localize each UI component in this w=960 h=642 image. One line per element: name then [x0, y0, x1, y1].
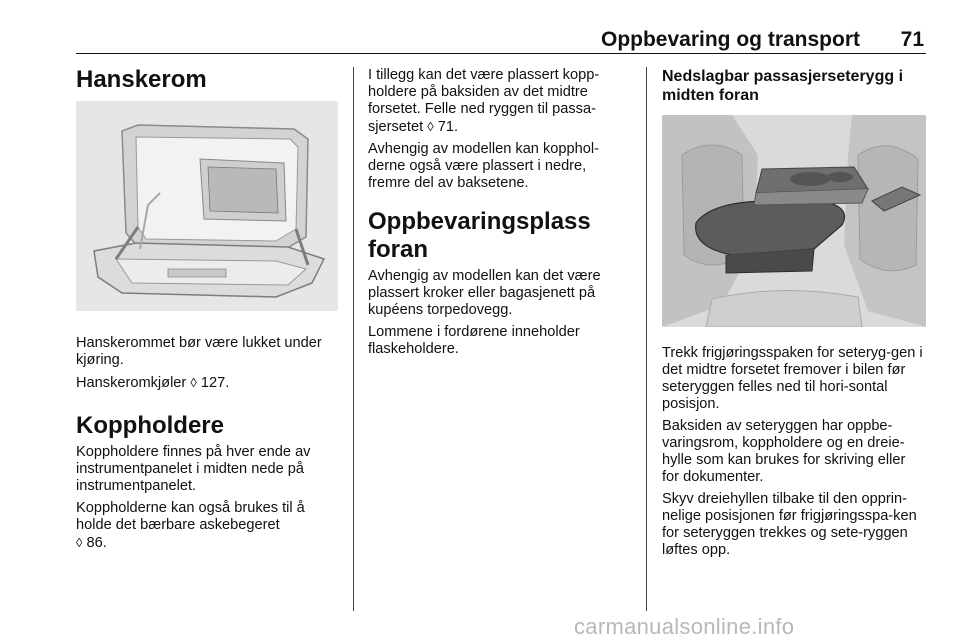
column-divider — [353, 67, 354, 611]
reference-arrow-icon: ◊ — [190, 375, 197, 390]
column-3 — [662, 67, 926, 564]
glovebox-illustration — [76, 101, 338, 311]
paragraph: Koppholderne kan også brukes til å holde det bærbare askebegeret ◊ 86. — [76, 500, 305, 551]
page-reference[interactable]: 71. — [437, 119, 459, 135]
section-heading-front-storage: Oppbevaringsplass foran — [368, 208, 591, 263]
header-title: Oppbevaring og transport — [600, 28, 860, 51]
section-heading-glovebox: Hanskerom — [76, 66, 207, 93]
paragraph: Baksiden av seteryggen har oppbe-varingsrom, koppholdere og en dreie-hylle som kan brukes for skriving eller for dokumenter. — [662, 418, 906, 485]
paragraph: I tillegg kan det være plassert kopp-holdere på baksiden av det midtre forsetet. Felle ned ryggen til passa-sjersetet ◊ 71. — [368, 67, 600, 135]
reference-arrow-icon: ◊ — [427, 119, 434, 134]
column-2 — [368, 67, 630, 363]
paragraph: Skyv dreiehyllen tilbake til den opprin-nelige posisjonen før frigjøringsspa-ken for seteryggen trekkes og sete-ryggen løftes opp. — [662, 491, 917, 558]
paragraph: Koppholdere finnes på hver ende av instrumentpanelet i midten nede på instrumentpanelet. — [76, 444, 311, 494]
paragraph: Avhengig av modellen kan kopphol-derne også være plassert i nedre, fremre del av baksetene. — [368, 141, 599, 191]
section-heading-cupholders: Koppholdere — [76, 412, 224, 439]
seatback-table-illustration — [662, 115, 926, 327]
page-number: 71 — [900, 28, 924, 51]
column-divider — [646, 67, 647, 611]
header-rule — [76, 53, 926, 54]
column-1 — [76, 66, 338, 557]
watermark: carmanualsonline.info — [574, 614, 795, 639]
paragraph: Avhengig av modellen kan det være plassert kroker eller bagasjenett på kupéens torpedovegg. — [368, 268, 601, 318]
page-reference[interactable]: 86. — [86, 535, 107, 551]
page-reference[interactable]: 127. — [200, 375, 230, 391]
paragraph: Hanskeromkjøler ◊ 127. — [76, 375, 230, 391]
paragraph: Trekk frigjøringsspaken for seteryg-gen i det midtre forsetet fremover i bilen før seteryggen felles ned til hori-sontal posisjon. — [662, 345, 923, 412]
section-heading-seatback: Nedslagbar passasjerseterygg i midten foran — [662, 68, 904, 104]
paragraph: Lommene i fordørene inneholder flaskeholdere. — [368, 324, 580, 357]
reference-arrow-icon: ◊ — [76, 535, 83, 550]
paragraph: Hanskerommet bør være lukket under kjøring. — [76, 335, 322, 368]
